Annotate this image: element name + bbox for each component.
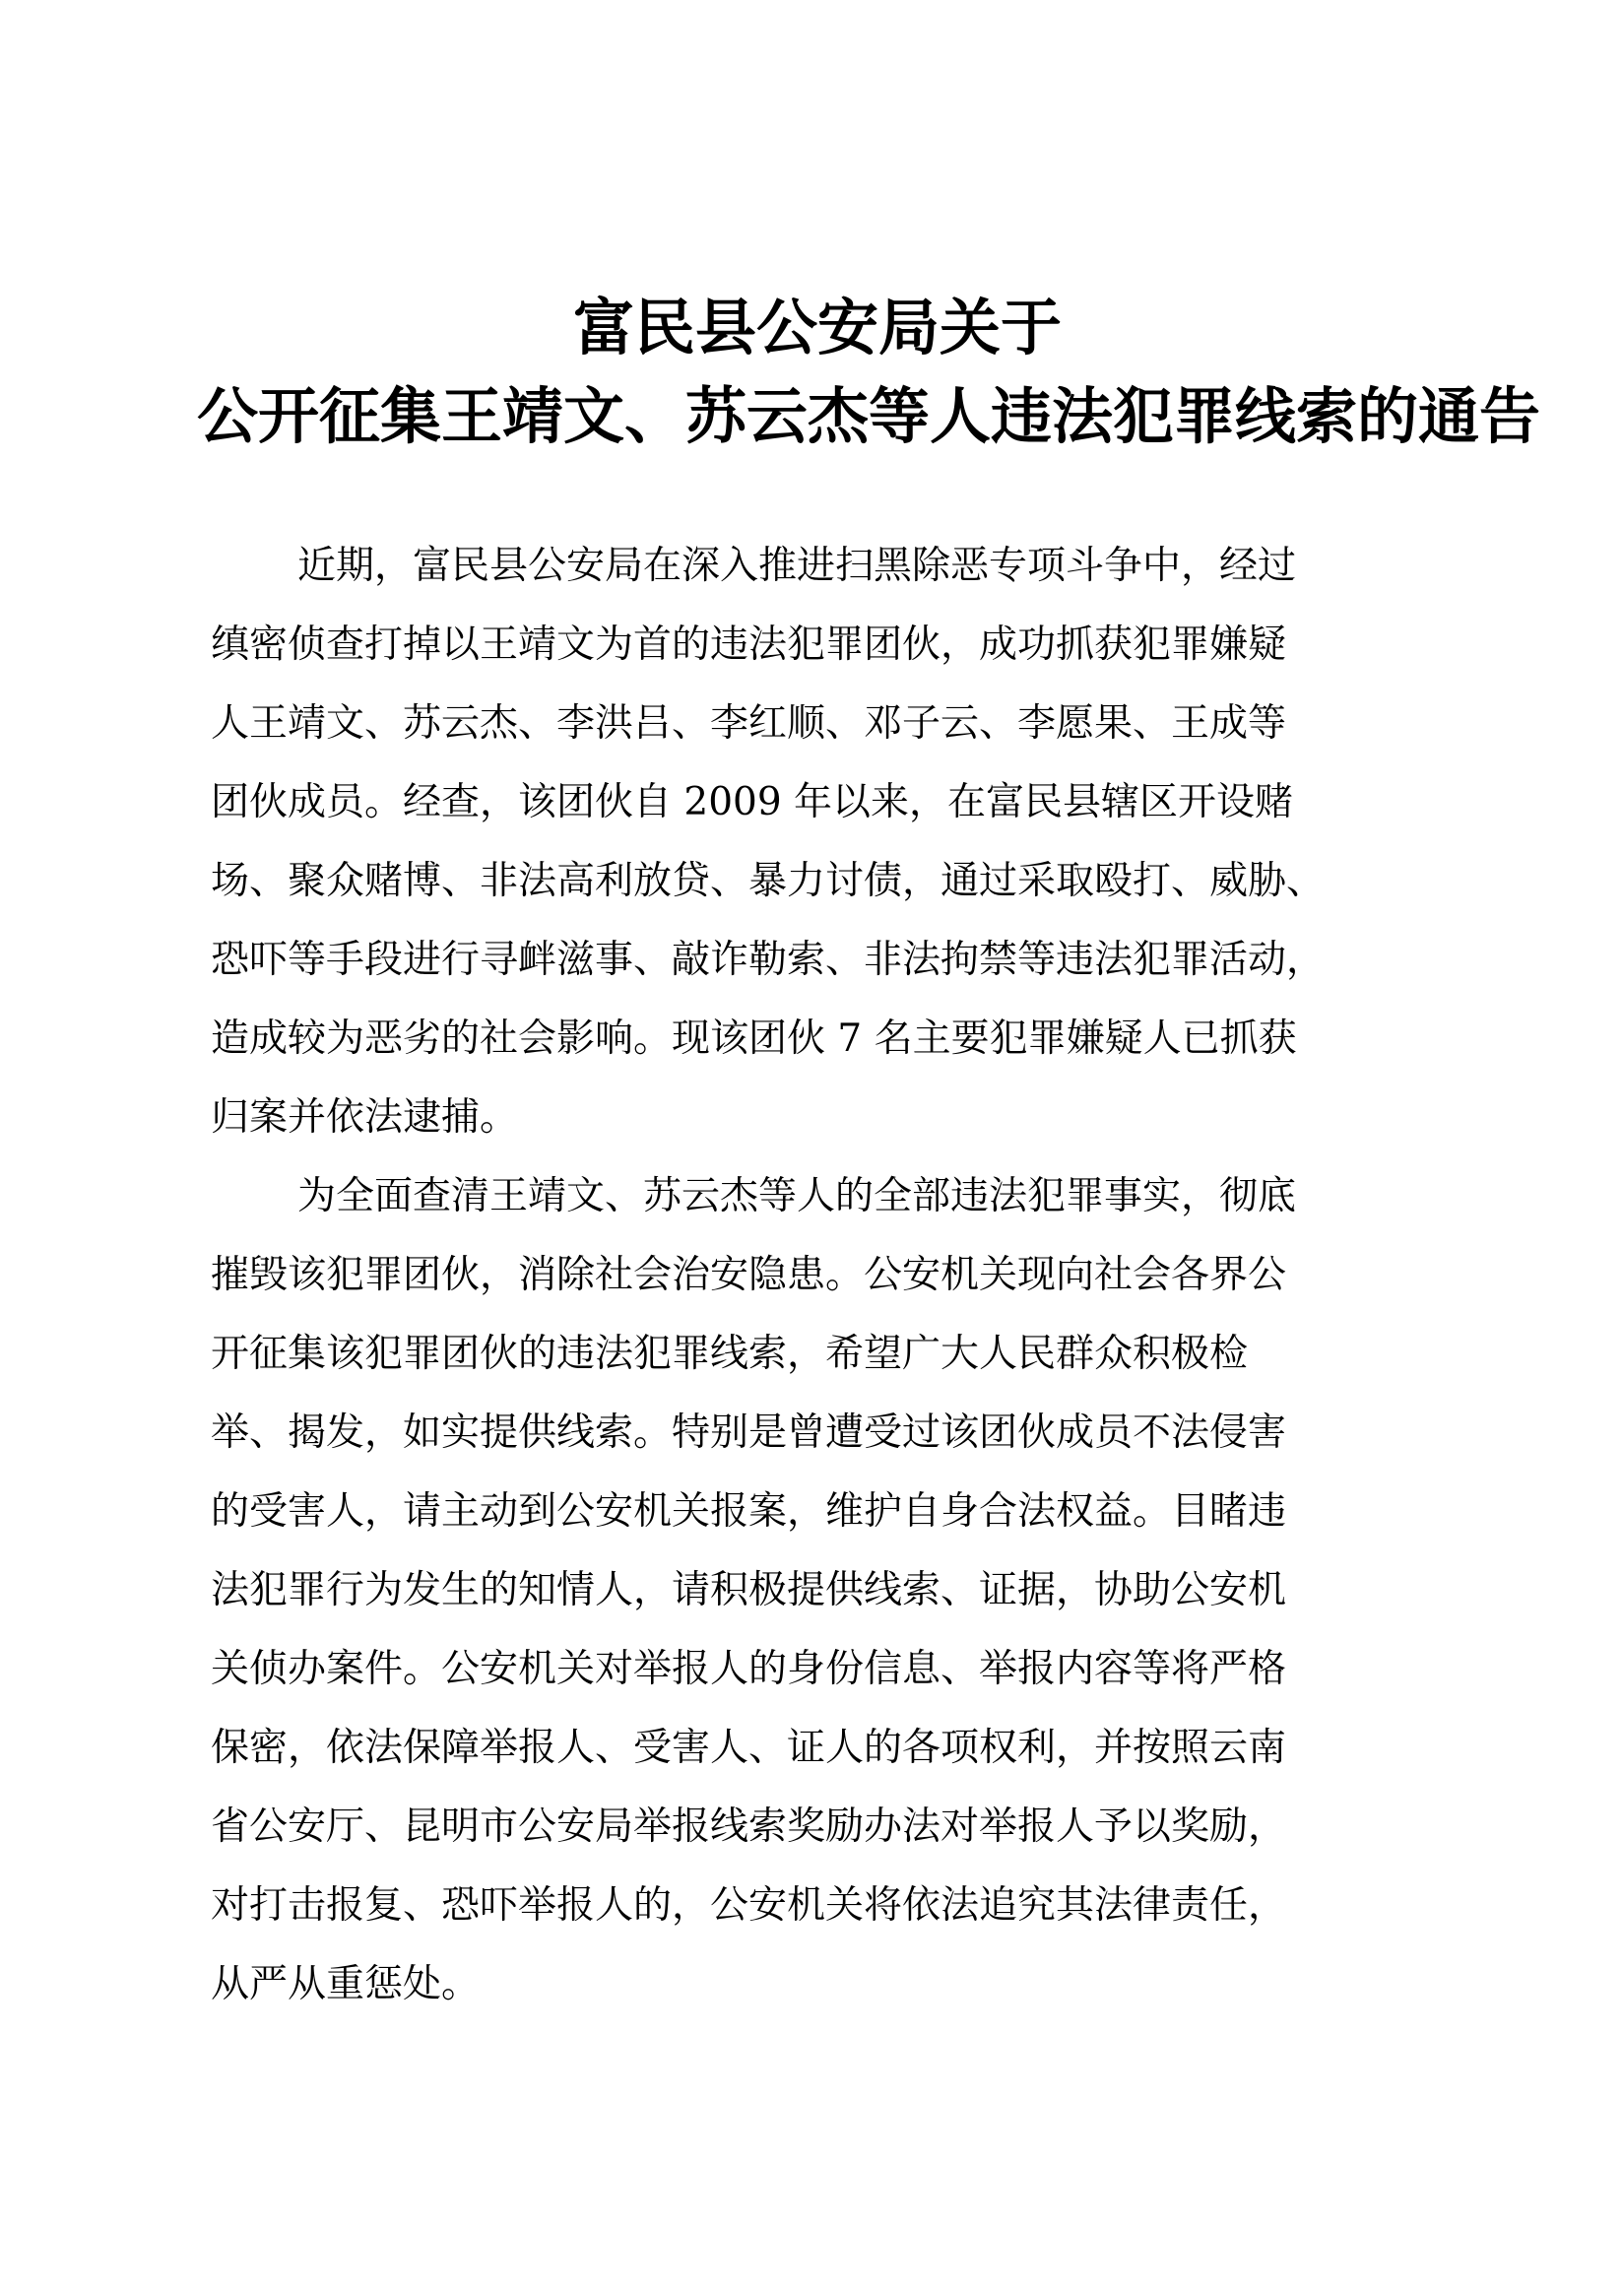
- paragraph-line: 法犯罪行为发生的知情人，请积极提供线索、证据，协助公安机: [211, 1568, 1287, 1612]
- notice-body: [211, 527, 1432, 2024]
- paragraph-line: 近期，富民县公安局在深入推进扫黑除恶专项斗争中，经过: [297, 544, 1297, 588]
- paragraph-line: 从严从重惩处。: [211, 1962, 481, 2006]
- paragraph-line: 的受害人，请主动到公安机关报案，维护自身合法权益。目睹违: [211, 1489, 1287, 1534]
- paragraph-line: 人王靖文、苏云杰、李洪吕、李红顺、邓子云、李愿果、王成等: [211, 701, 1287, 746]
- paragraph-line: 省公安厅、昆明市公安局举报线索奖励办法对举报人予以奖励，: [211, 1804, 1287, 1849]
- paragraph-2: [211, 1157, 1432, 2024]
- notice-title: [197, 284, 1541, 461]
- paragraph-1: [211, 527, 1432, 1157]
- paragraph-line: 为全面查清王靖文、苏云杰等人的全部违法犯罪事实，彻底: [297, 1174, 1297, 1218]
- title-line-1: 富民县公安局关于: [572, 292, 1062, 363]
- paragraph-line: 团伙成员。经查，该团伙自 2009 年以来，在富民县辖区开设赌: [211, 780, 1294, 824]
- paragraph-line: 造成较为恶劣的社会影响。现该团伙 7 名主要犯罪嫌疑人已抓获: [211, 1017, 1297, 1061]
- paragraph-line: 对打击报复、恐吓举报人的，公安机关将依法追究其法律责任，: [211, 1883, 1287, 1928]
- paragraph-line: 举、揭发，如实提供线索。特别是曾遭受过该团伙成员不法侵害: [211, 1410, 1287, 1455]
- paragraph-line: 缜密侦查打掉以王靖文为首的违法犯罪团伙，成功抓获犯罪嫌疑: [211, 623, 1287, 667]
- paragraph-line: 归案并依法逮捕。: [211, 1095, 519, 1140]
- paragraph-line: 保密，依法保障举报人、受害人、证人的各项权利，并按照云南: [211, 1726, 1287, 1770]
- title-line-2: 公开征集王靖文、苏云杰等人违法犯罪线索的通告: [197, 380, 1541, 452]
- paragraph-line: 关侦办案件。公安机关对举报人的身份信息、举报内容等将严格: [211, 1647, 1287, 1691]
- paragraph-line: 恐吓等手段进行寻衅滋事、敲诈勒索、非法拘禁等违法犯罪活动，: [211, 938, 1326, 982]
- paragraph-line: 摧毁该犯罪团伙，消除社会治安隐患。公安机关现向社会各界公: [211, 1253, 1287, 1297]
- paragraph-line: 场、聚众赌博、非法高利放贷、暴力讨债，通过采取殴打、威胁、: [211, 859, 1326, 903]
- paragraph-line: 开征集该犯罪团伙的违法犯罪线索，希望广大人民群众积极检: [211, 1332, 1249, 1376]
